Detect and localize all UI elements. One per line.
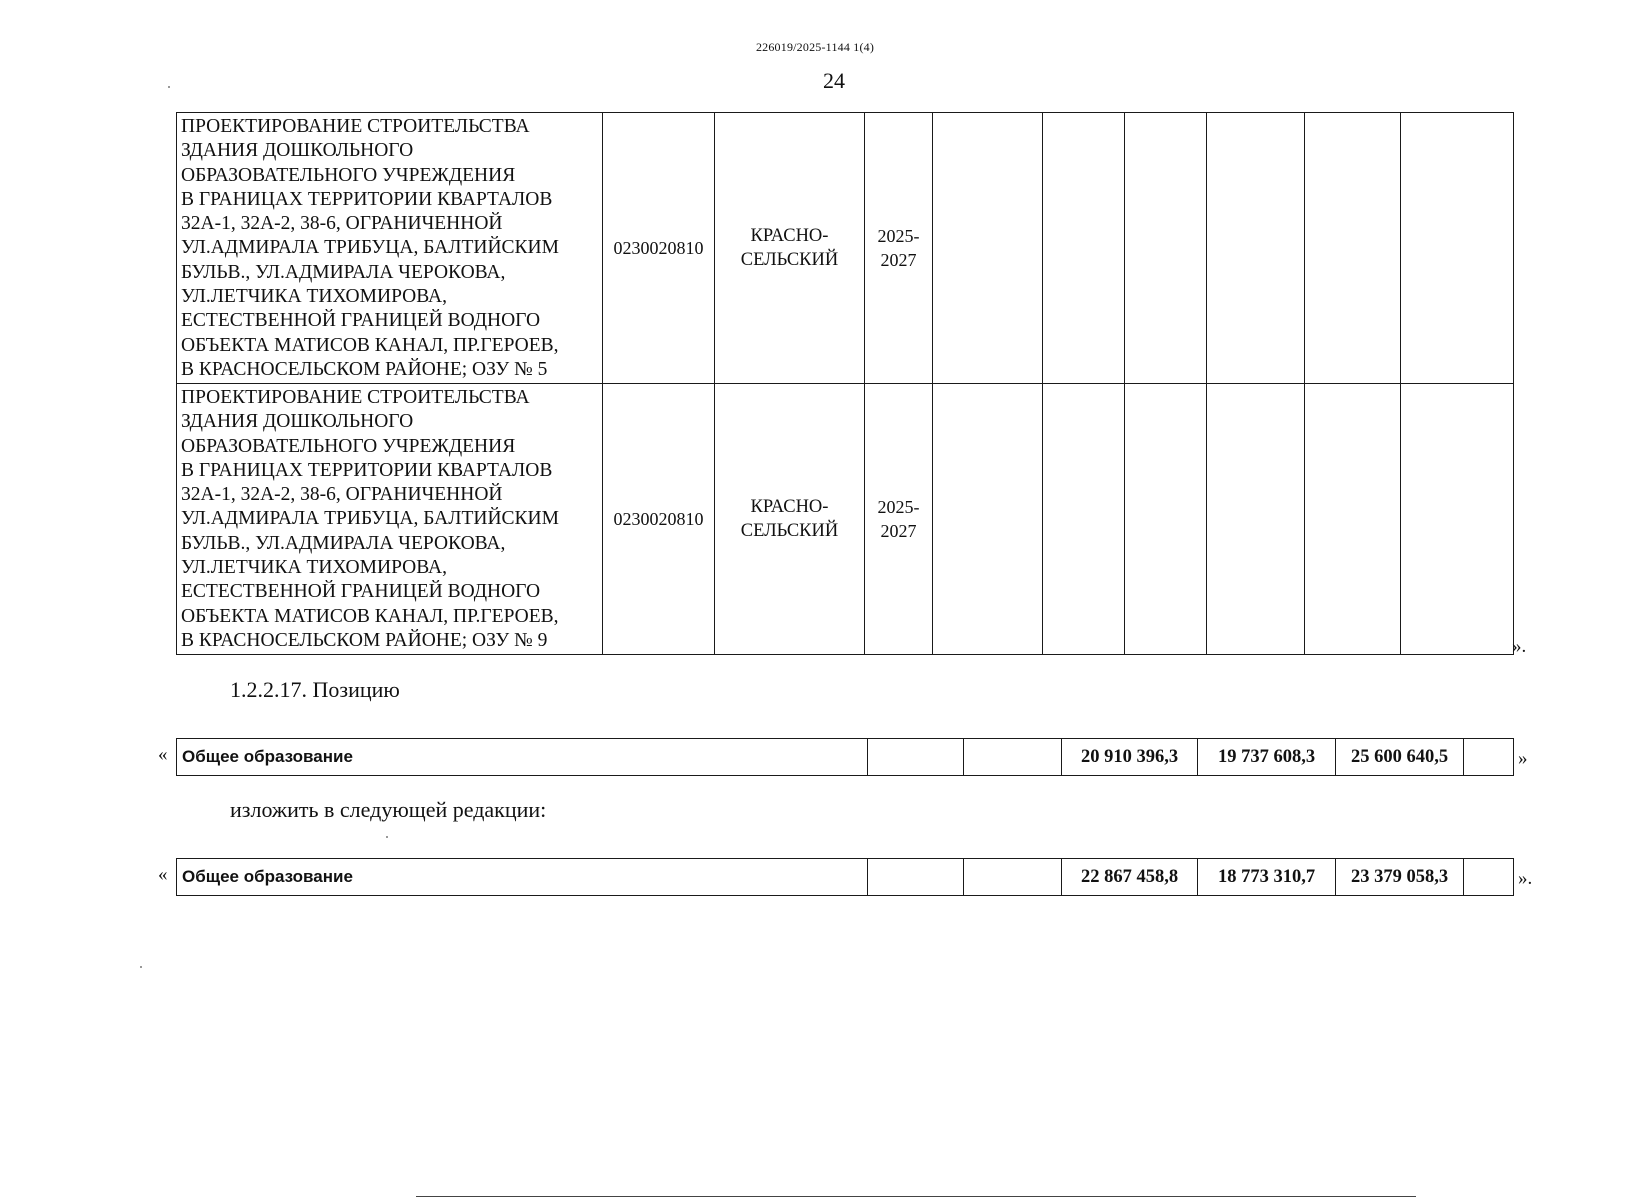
project-name-line: В ГРАНИЦАХ ТЕРРИТОРИИ КВАРТАЛОВ [181, 188, 553, 210]
empty-cell [1125, 113, 1207, 384]
closing-quote-mark: ». [1512, 636, 1527, 657]
years-cell [865, 113, 933, 384]
empty-cell [1305, 113, 1401, 384]
empty-cell [1125, 384, 1207, 655]
scan-speck [386, 836, 388, 838]
projects-table [176, 112, 1514, 655]
project-name-line: БУЛЬВ., УЛ.АДМИРАЛА ЧЕРОКОВА, [181, 532, 506, 554]
close-quote-mark: » [1518, 748, 1528, 769]
scan-speck [140, 966, 142, 968]
project-name-line: УЛ.ЛЕТЧИКА ТИХОМИРОВА, [181, 557, 447, 579]
project-name-line: ЗДАНИЯ ДОШКОЛЬНОГО [181, 411, 414, 433]
project-name-line: ОБЪЕКТА МАТИСОВ КАНАЛ, ПР.ГЕРОЕВ, [181, 334, 559, 356]
value-cell: 19 737 608,3 [1198, 739, 1336, 776]
empty-cell [964, 859, 1062, 896]
project-name-line: ОБРАЗОВАТЕЛЬНОГО УЧРЕЖДЕНИЯ [181, 435, 516, 457]
empty-cell [1043, 384, 1125, 655]
project-name-line: ЗДАНИЯ ДОШКОЛЬНОГО [181, 140, 414, 162]
budget-code-cell: 0230020810 [603, 384, 715, 655]
project-name-cell [177, 384, 603, 655]
district-cell [715, 384, 865, 655]
years-line: 2027 [880, 521, 917, 541]
empty-cell [1464, 859, 1514, 896]
position-paragraph: 1.2.2.17. Позицию [230, 677, 400, 702]
project-name-line: ОБРАЗОВАТЕЛЬНОГО УЧРЕЖДЕНИЯ [181, 164, 516, 186]
project-name-line: УЛ.АДМИРАЛА ТРИБУЦА, БАЛТИЙСКИМ [181, 237, 559, 259]
value-cell: 18 773 310,7 [1198, 859, 1336, 896]
project-name-line: УЛ.АДМИРАЛА ТРИБУЦА, БАЛТИЙСКИМ [181, 508, 559, 530]
project-name-line: ОБЪЕКТА МАТИСОВ КАНАЛ, ПР.ГЕРОЕВ, [181, 605, 559, 627]
table-row [177, 739, 1514, 776]
edit-paragraph: изложить в следующей редакции: [230, 797, 547, 822]
empty-cell [1401, 384, 1514, 655]
years-line: 2025- [877, 497, 920, 517]
project-name-line: ЕСТЕСТВЕННОЙ ГРАНИЦЕЙ ВОДНОГО [181, 581, 541, 603]
new-position-table [176, 858, 1514, 896]
project-name-line: В ГРАНИЦАХ ТЕРРИТОРИИ КВАРТАЛОВ [181, 459, 553, 481]
project-name-cell [177, 113, 603, 384]
project-name-line: ЕСТЕСТВЕННОЙ ГРАНИЦЕЙ ВОДНОГО [181, 310, 541, 332]
district-line: СЕЛЬСКИЙ [740, 521, 839, 541]
project-name-line: БУЛЬВ., УЛ.АДМИРАЛА ЧЕРОКОВА, [181, 261, 506, 283]
scan-speck [168, 86, 170, 88]
empty-cell [1464, 739, 1514, 776]
value-cell: 22 867 458,8 [1062, 859, 1198, 896]
empty-cell [933, 113, 1043, 384]
district-line: СЕЛЬСКИЙ [740, 250, 839, 270]
table-row [177, 113, 1514, 384]
empty-cell [933, 384, 1043, 655]
open-quote-mark: « [158, 864, 168, 885]
table-row [177, 384, 1514, 655]
empty-cell [868, 739, 964, 776]
empty-cell [1207, 384, 1305, 655]
row-label-cell: Общее образование [177, 739, 868, 776]
empty-cell [1401, 113, 1514, 384]
close-quote-mark: ». [1518, 868, 1533, 889]
old-position-table [176, 738, 1514, 776]
row-label-cell: Общее образование [177, 859, 868, 896]
empty-cell [1043, 113, 1125, 384]
project-name-line: 32А-1, 32А-2, 38-6, ОГРАНИЧЕННОЙ [181, 213, 503, 235]
project-name-line: 32А-1, 32А-2, 38-6, ОГРАНИЧЕННОЙ [181, 484, 503, 506]
value-cell: 23 379 058,3 [1336, 859, 1464, 896]
district-cell [715, 113, 865, 384]
empty-cell [1305, 384, 1401, 655]
value-cell: 20 910 396,3 [1062, 739, 1198, 776]
table-row [177, 859, 1514, 896]
document-id: 226019/2025-1144 1(4) [755, 40, 875, 54]
empty-cell [1207, 113, 1305, 384]
years-line: 2027 [880, 250, 917, 270]
district-line: КРАСНО- [750, 226, 829, 246]
open-quote-mark: « [158, 744, 168, 765]
years-line: 2025- [877, 226, 920, 246]
project-name-line: ПРОЕКТИРОВАНИЕ СТРОИТЕЛЬСТВА [181, 387, 530, 408]
empty-cell [868, 859, 964, 896]
page-number: 24 [823, 68, 845, 93]
project-name-line: УЛ.ЛЕТЧИКА ТИХОМИРОВА, [181, 286, 447, 308]
footer-rule [416, 1196, 1416, 1197]
project-name-line: ПРОЕКТИРОВАНИЕ СТРОИТЕЛЬСТВА [181, 116, 530, 137]
value-cell: 25 600 640,5 [1336, 739, 1464, 776]
empty-cell [964, 739, 1062, 776]
project-name-line: В КРАСНОСЕЛЬСКОМ РАЙОНЕ; ОЗУ № 5 [181, 358, 548, 380]
budget-code-cell: 0230020810 [603, 113, 715, 384]
district-line: КРАСНО- [750, 497, 829, 517]
years-cell [865, 384, 933, 655]
project-name-line: В КРАСНОСЕЛЬСКОМ РАЙОНЕ; ОЗУ № 9 [181, 629, 548, 651]
